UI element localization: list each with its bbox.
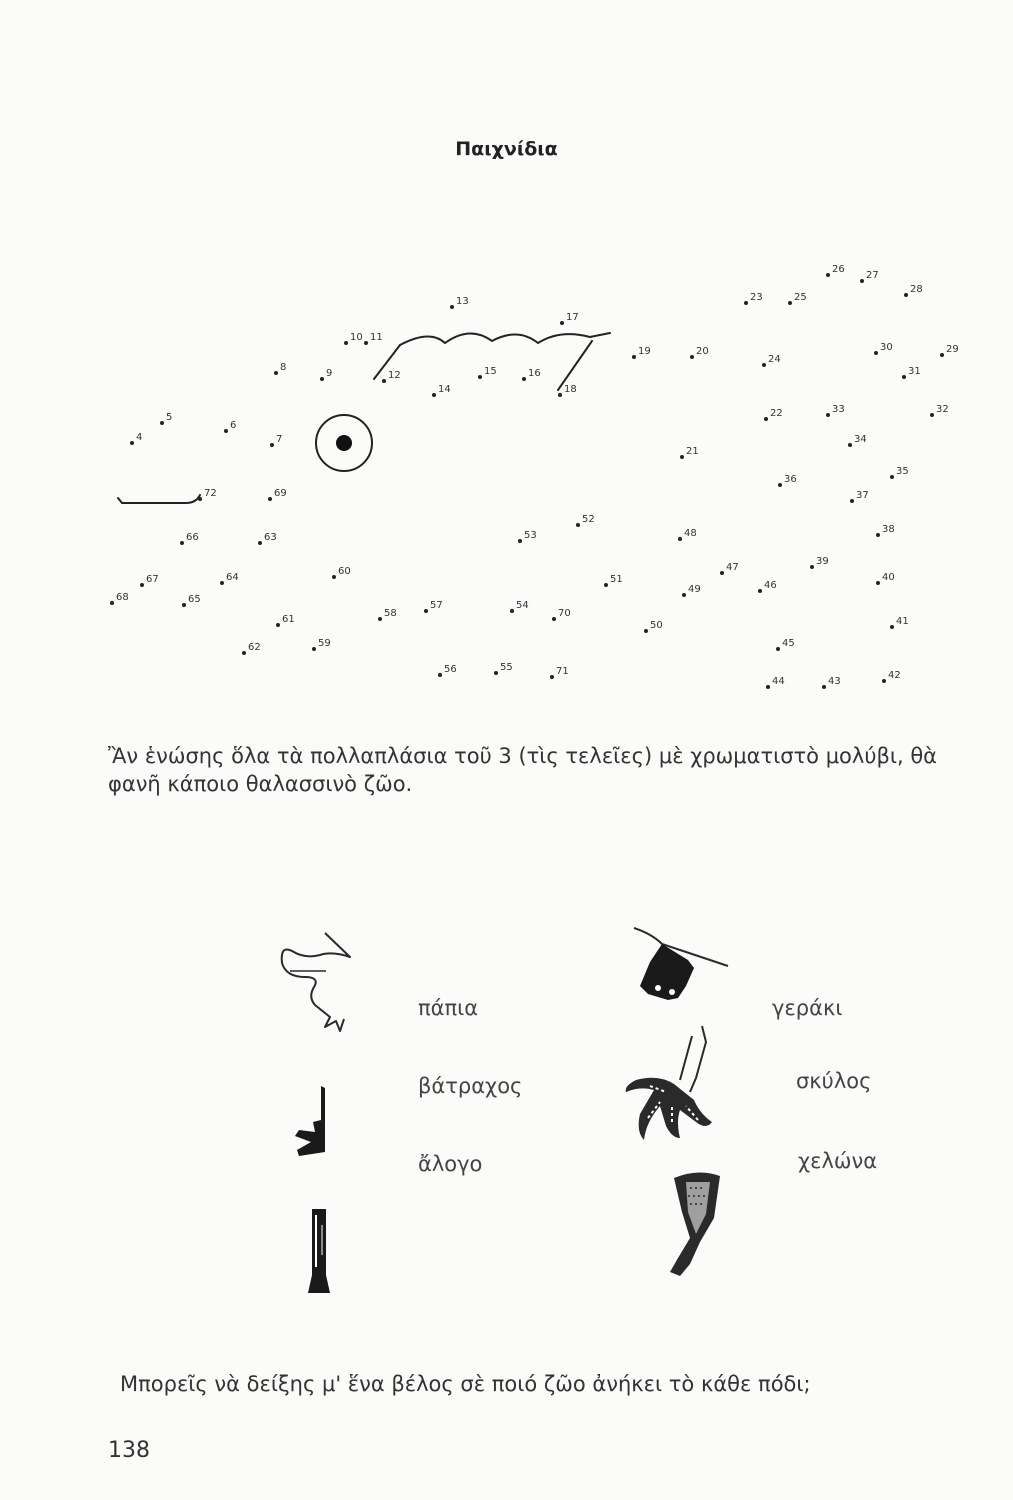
- dot-marker: [220, 581, 224, 585]
- horse-leg-icon: [300, 1205, 340, 1300]
- dot-label: 52: [582, 514, 595, 525]
- dot-marker: [678, 537, 682, 541]
- dot-marker: [902, 375, 906, 379]
- dot-label: 32: [936, 404, 949, 415]
- dot-label: 50: [650, 620, 663, 631]
- animal-label-horse: ἄλογο: [418, 1152, 483, 1176]
- dot-14: [432, 384, 451, 397]
- dot-37: [850, 490, 869, 503]
- dot-marker: [378, 617, 382, 621]
- dot-31: [902, 366, 921, 379]
- dot-marker: [110, 601, 114, 605]
- dot-label: 71: [556, 666, 569, 677]
- dot-marker: [274, 371, 278, 375]
- dot-marker: [860, 279, 864, 283]
- dot-label: 4: [136, 432, 143, 443]
- dot-label: 20: [696, 346, 709, 357]
- dot-label: 8: [280, 362, 287, 373]
- dot-marker: [268, 497, 272, 501]
- dot-marker: [382, 379, 386, 383]
- dot-51: [604, 574, 623, 587]
- dot-label: 72: [204, 488, 217, 499]
- dot-68: [110, 592, 129, 605]
- page-number: 138: [108, 1438, 150, 1463]
- dot-label: 10: [350, 332, 363, 343]
- dot-label: 61: [282, 614, 295, 625]
- page-title: Παιχνίδια: [455, 138, 558, 160]
- dot-marker: [758, 589, 762, 593]
- dot-marker: [826, 413, 830, 417]
- dot-marker: [130, 441, 134, 445]
- dot-marker: [850, 499, 854, 503]
- dot-marker: [494, 671, 498, 675]
- dot-marker: [788, 301, 792, 305]
- dot-12: [382, 370, 401, 383]
- dot-label: 17: [566, 312, 579, 323]
- dot-label: 18: [564, 384, 577, 395]
- dot-label: 43: [828, 676, 841, 687]
- dot-59: [312, 638, 331, 651]
- dot-label: 68: [116, 592, 129, 603]
- dot-40: [876, 572, 895, 585]
- dot-label: 49: [688, 584, 701, 595]
- dot-label: 38: [882, 524, 895, 535]
- dot-label: 11: [370, 332, 383, 343]
- dot-52: [576, 514, 595, 527]
- dot-58: [378, 608, 397, 621]
- turtle-leg-icon: [660, 1168, 740, 1286]
- dot-24: [762, 354, 781, 367]
- dot-22: [764, 408, 783, 421]
- dot-marker: [848, 443, 852, 447]
- dot-label: 36: [784, 474, 797, 485]
- dot-53: [518, 530, 537, 543]
- dot-marker: [764, 417, 768, 421]
- dot-marker: [560, 321, 564, 325]
- dot-label: 53: [524, 530, 537, 541]
- dot-marker: [682, 593, 686, 597]
- dot-marker: [198, 497, 202, 501]
- dot-69: [268, 488, 287, 501]
- dot-28: [904, 284, 923, 297]
- dot-label: 7: [276, 434, 283, 445]
- dot-label: 65: [188, 594, 201, 605]
- dot-label: 45: [782, 638, 795, 649]
- dot-27: [860, 270, 879, 283]
- dot-marker: [874, 351, 878, 355]
- dot-marker: [312, 647, 316, 651]
- dot-marker: [632, 355, 636, 359]
- dog-paw-icon: [628, 922, 738, 1007]
- dot-marker: [904, 293, 908, 297]
- dot-marker: [364, 341, 368, 345]
- dot-label: 22: [770, 408, 783, 419]
- dot-36: [778, 474, 797, 487]
- dot-marker: [930, 413, 934, 417]
- dot-label: 34: [854, 434, 867, 445]
- dot-23: [744, 292, 763, 305]
- dot-label: 15: [484, 366, 497, 377]
- dot-label: 33: [832, 404, 845, 415]
- dot-marker: [438, 673, 442, 677]
- dot-label: 60: [338, 566, 351, 577]
- dot-57: [424, 600, 443, 613]
- dot-63: [258, 532, 277, 545]
- dot-label: 70: [558, 608, 571, 619]
- dot-marker: [242, 651, 246, 655]
- dot-4: [130, 432, 142, 445]
- dot-label: 9: [326, 368, 333, 379]
- dot-marker: [744, 301, 748, 305]
- dot-marker: [224, 429, 228, 433]
- dot-21: [680, 446, 699, 459]
- dot-29: [940, 344, 959, 357]
- dot-39: [810, 556, 829, 569]
- dot-label: 66: [186, 532, 199, 543]
- dot-label: 64: [226, 572, 239, 583]
- dot-64: [220, 572, 239, 585]
- dot-marker: [890, 625, 894, 629]
- dot-marker: [576, 523, 580, 527]
- dot-label: 62: [248, 642, 261, 653]
- dot-marker: [762, 363, 766, 367]
- dot-marker: [180, 541, 184, 545]
- dot-62: [242, 642, 261, 655]
- dot-marker: [140, 583, 144, 587]
- dot-label: 24: [768, 354, 781, 365]
- dot-label: 14: [438, 384, 451, 395]
- dot-label: 48: [684, 528, 697, 539]
- dot-61: [276, 614, 295, 627]
- dot-marker: [522, 377, 526, 381]
- dot-marker: [510, 609, 514, 613]
- dot-marker: [258, 541, 262, 545]
- dot-marker: [450, 305, 454, 309]
- dot-marker: [320, 377, 324, 381]
- dots-layer: [110, 264, 959, 689]
- dot-marker: [822, 685, 826, 689]
- dot-label: 40: [882, 572, 895, 583]
- dot-marker: [424, 609, 428, 613]
- dot-marker: [876, 581, 880, 585]
- dot-marker: [558, 393, 562, 397]
- dot-71: [550, 666, 569, 679]
- dot-marker: [890, 475, 894, 479]
- dot-32: [930, 404, 949, 417]
- dot-label: 13: [456, 296, 469, 307]
- hawk-claw-icon: [610, 1022, 730, 1147]
- dot-label: 19: [638, 346, 651, 357]
- dot-41: [890, 616, 909, 629]
- dot-marker: [604, 583, 608, 587]
- dot-label: 42: [888, 670, 901, 681]
- dot-56: [438, 664, 457, 677]
- dot-label: 5: [166, 412, 173, 423]
- dot-label: 58: [384, 608, 397, 619]
- dot-puzzle: [100, 255, 959, 705]
- dot-label: 51: [610, 574, 623, 585]
- dot-marker: [644, 629, 648, 633]
- dot-label: 26: [832, 264, 845, 275]
- dot-marker: [182, 603, 186, 607]
- dot-label: 63: [264, 532, 277, 543]
- dot-66: [180, 532, 199, 545]
- dot-label: 25: [794, 292, 807, 303]
- dot-label: 27: [866, 270, 879, 281]
- dot-marker: [478, 375, 482, 379]
- dot-8: [274, 362, 286, 375]
- dot-marker: [810, 565, 814, 569]
- dot-marker: [432, 393, 436, 397]
- dot-label: 35: [896, 466, 909, 477]
- dot-10: [344, 332, 363, 345]
- dot-26: [826, 264, 845, 277]
- dot-label: 57: [430, 600, 443, 611]
- dot-label: 56: [444, 664, 457, 675]
- dot-marker: [550, 675, 554, 679]
- dot-50: [644, 620, 663, 633]
- dot-marker: [778, 483, 782, 487]
- frog-foot-icon: [285, 1082, 345, 1162]
- dot-67: [140, 574, 159, 587]
- dot-marker: [270, 443, 274, 447]
- dot-marker: [552, 617, 556, 621]
- dot-19: [632, 346, 651, 359]
- dot-label: 39: [816, 556, 829, 567]
- dot-label: 12: [388, 370, 401, 381]
- dot-55: [494, 662, 513, 675]
- dot-6: [224, 420, 236, 433]
- duck-foot-icon: [270, 925, 370, 1040]
- dot-30: [874, 342, 893, 355]
- dot-marker: [940, 353, 944, 357]
- dot-42: [882, 670, 901, 683]
- dot-label: 29: [946, 344, 959, 355]
- dot-label: 6: [230, 420, 237, 431]
- dot-5: [160, 412, 172, 425]
- dot-label: 28: [910, 284, 923, 295]
- dot-marker: [720, 571, 724, 575]
- animal-label-hawk: γεράκι: [772, 996, 843, 1020]
- dot-60: [332, 566, 351, 579]
- dot-70: [552, 608, 571, 621]
- dot-marker: [680, 455, 684, 459]
- animal-label-turtle: χελώνα: [798, 1149, 878, 1173]
- dot-20: [690, 346, 709, 359]
- dot-16: [522, 368, 541, 381]
- dot-label: 54: [516, 600, 529, 611]
- dot-label: 47: [726, 562, 739, 573]
- dot-54: [510, 600, 529, 613]
- dot-49: [682, 584, 701, 597]
- dot-7: [270, 434, 282, 447]
- dot-label: 41: [896, 616, 909, 627]
- dot-33: [826, 404, 845, 417]
- fish-pre-drawn-lines: [118, 333, 610, 503]
- dot-label: 59: [318, 638, 331, 649]
- dot-label: 21: [686, 446, 699, 457]
- animal-label-dog: σκύλος: [796, 1069, 872, 1093]
- dot-marker: [882, 679, 886, 683]
- dot-label: 31: [908, 366, 921, 377]
- dot-marker: [160, 421, 164, 425]
- dot-25: [788, 292, 807, 305]
- dot-marker: [766, 685, 770, 689]
- dot-44: [766, 676, 785, 689]
- dot-marker: [876, 533, 880, 537]
- dot-label: 44: [772, 676, 785, 687]
- dot-label: 30: [880, 342, 893, 353]
- dot-marker: [332, 575, 336, 579]
- dot-34: [848, 434, 867, 447]
- dot-label: 16: [528, 368, 541, 379]
- dot-marker: [344, 341, 348, 345]
- dot-13: [450, 296, 469, 309]
- dot-marker: [276, 623, 280, 627]
- fish-eye: [316, 415, 372, 471]
- dot-43: [822, 676, 841, 689]
- dot-48: [678, 528, 697, 541]
- dot-marker: [826, 273, 830, 277]
- dot-label: 46: [764, 580, 777, 591]
- dot-marker: [690, 355, 694, 359]
- dot-65: [182, 594, 201, 607]
- animal-label-duck: πάπια: [418, 996, 479, 1020]
- dot-47: [720, 562, 739, 575]
- dot-38: [876, 524, 895, 537]
- dot-46: [758, 580, 777, 593]
- dot-label: 69: [274, 488, 287, 499]
- dot-9: [320, 368, 332, 381]
- matching-question: Μπορεῖς νὰ δείξης μ' ἕνα βέλος σὲ ποιό ζῶο ἀνήκει τὸ κάθε πόδι;: [120, 1372, 811, 1396]
- puzzle-instruction: Ἂν ἑνώσης ὅλα τὰ πολλαπλάσια τοῦ 3 (τὶς τελεῖες) μὲ χρωματιστὸ μολύβι, θὰ φανῆ κάποιο θαλασσινὸ ζῶο.: [108, 744, 938, 796]
- dot-label: 55: [500, 662, 513, 673]
- dot-17: [560, 312, 579, 325]
- dot-15: [478, 366, 497, 379]
- dot-11: [364, 332, 383, 345]
- animal-label-frog: βάτραχος: [418, 1074, 523, 1098]
- dot-label: 23: [750, 292, 763, 303]
- dot-label: 67: [146, 574, 159, 585]
- dot-marker: [776, 647, 780, 651]
- dot-marker: [518, 539, 522, 543]
- dot-label: 37: [856, 490, 869, 501]
- dot-35: [890, 466, 909, 479]
- dot-45: [776, 638, 795, 651]
